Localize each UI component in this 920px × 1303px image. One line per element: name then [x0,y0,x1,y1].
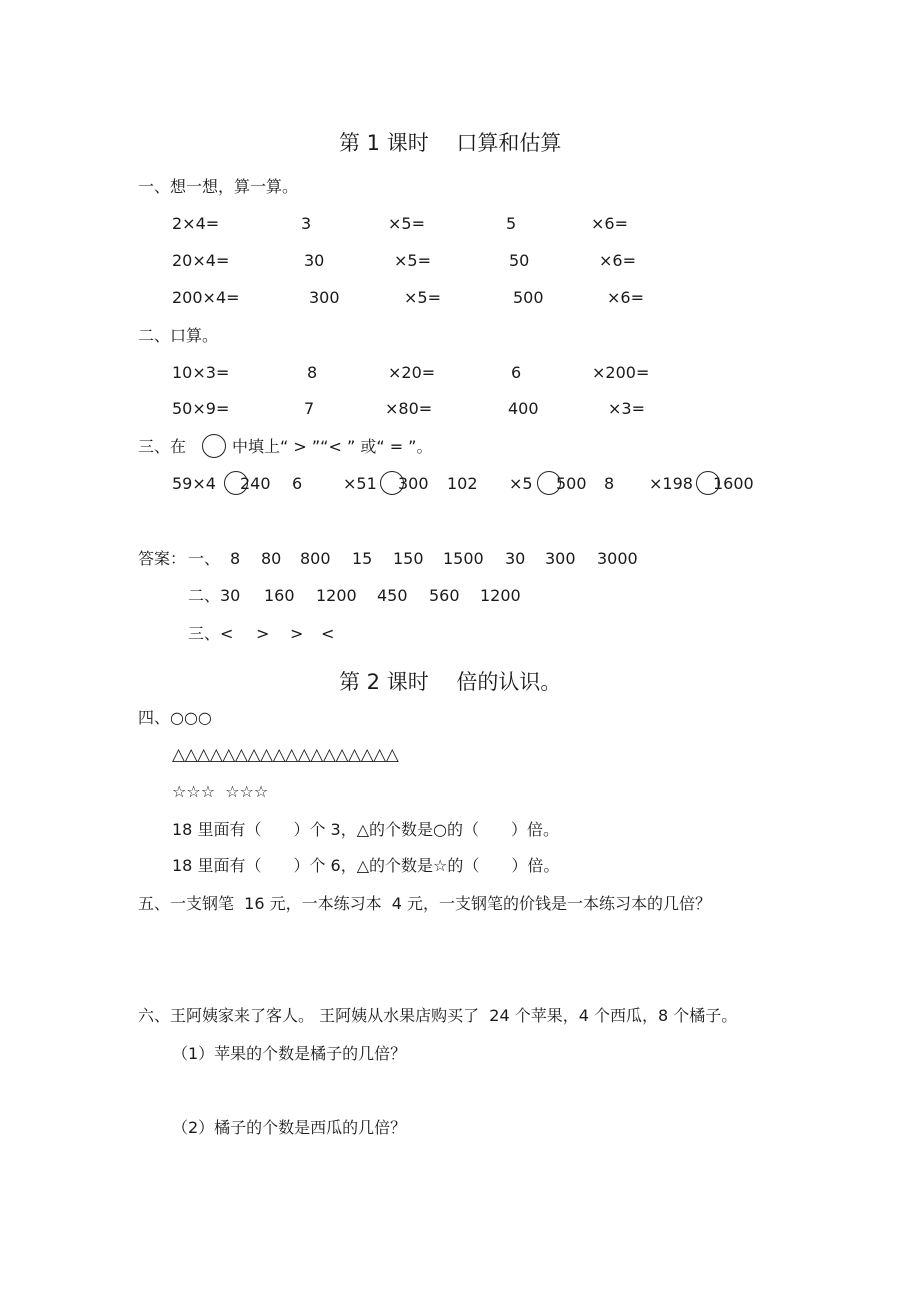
answers-l1-5: 150 [393,549,424,568]
answers-l1-0: 一、 [188,549,221,568]
q4-triangles: △△△△△△△△△△△△△△△△△△ [172,745,399,765]
q1-r3-a: 200×4= [172,288,240,307]
answers-l2-2: 1200 [316,586,357,605]
q4-stars: ☆☆☆ ☆☆☆ [172,782,269,801]
q1-r3-c: ×5= [404,288,441,307]
q4-line1: 18 里面有（ ）个 3，△的个数是○的（ ）倍。 [172,820,559,839]
q1-r3-b: 300 [309,288,340,307]
q2-r2-c: ×80= [385,399,433,418]
answers-l1-8: 300 [545,549,576,568]
q3-item-4-right: 1600 [713,474,754,493]
q2-r1-b: 8 [307,363,318,382]
q1-heading: 一、想一想，算一算。 [138,177,299,196]
lesson2-title: 第 2 课时 倍的认识。 [339,670,562,694]
answers-l2-1: 160 [264,586,295,605]
q1-r3-d: 500 [513,288,544,307]
q1-r1-c: ×5= [388,214,425,233]
answers-l2-3: 450 [377,586,408,605]
q4-line2: 18 里面有（ ）个 6，△的个数是☆的（ ）倍。 [172,856,560,875]
answers-l1-1: 8 [230,549,241,568]
q3-heading-post: 中填上“ > ”“< ” 或“ = ”。 [232,437,433,456]
answer-circle-icon [202,434,226,458]
answers-l2-5: 1200 [480,586,521,605]
q2-r2-a: 50×9= [172,399,230,418]
answers-l1-2: 80 [261,549,282,568]
q6-sub1: （1）苹果的个数是橘子的几倍？ [172,1044,407,1063]
q2-r2-d: 400 [508,399,539,418]
q1-r3-e: ×6= [607,288,644,307]
q3-item-4-left-b: ×198 [649,474,693,493]
answers-l3-2: > [290,624,304,643]
q3-heading-pre: 三、在 [138,437,187,456]
q2-r1-d: 6 [511,363,522,382]
q3-item-1-right: 240 [240,474,271,493]
q1-r1-e: ×6= [591,214,628,233]
q2-heading: 二、口算。 [138,326,219,345]
q1-r2-a: 20×4= [172,251,230,270]
q1-r1-d: 5 [506,214,517,233]
q1-r2-e: ×6= [599,251,636,270]
answers-l3-1: > [256,624,270,643]
answers-l2-0: 二、30 [188,586,241,605]
q1-r2-c: ×5= [394,251,431,270]
q1-r2-d: 50 [509,251,530,270]
q3-item-2-left-b: ×51 [343,474,377,493]
lesson1-title: 第 1 课时 口算和估算 [339,131,562,155]
q4-heading: 四、○○○ [138,708,212,727]
answers-l1-9: 3000 [597,549,638,568]
answers-l3-3: < [321,624,335,643]
q6-heading: 六、王阿姨家来了客人。 王阿姨从水果店购买了 24 个苹果，4 个西瓜，8 个橘子。 [138,1006,738,1025]
answers-l1-3: 800 [300,549,331,568]
q1-r2-b: 30 [304,251,325,270]
q5-text: 五、一支钢笔 16 元，一本练习本 4 元，一支钢笔的价钱是一本练习本的几倍？ [138,894,712,913]
q3-item-2-left-a: 6 [292,474,303,493]
answers-label: 答案： [138,549,187,568]
q2-r2-e: ×3= [608,399,645,418]
q2-r1-e: ×200= [592,363,650,382]
q3-item-3-right: 500 [556,474,587,493]
q6-sub2: （2）橘子的个数是西瓜的几倍？ [172,1118,407,1137]
q3-item-2-right: 300 [398,474,429,493]
q3-item-4-left-a: 8 [604,474,615,493]
answers-l1-7: 30 [505,549,526,568]
answers-l2-4: 560 [429,586,460,605]
answers-l1-6: 1500 [443,549,484,568]
q1-r1-a: 2×4= [172,214,220,233]
q3-item-1-left: 59×4 [172,474,216,493]
q2-r1-c: ×20= [388,363,436,382]
q2-r1-a: 10×3= [172,363,230,382]
q1-r1-b: 3 [301,214,312,233]
q3-item-3-left-b: ×5 [509,474,533,493]
answers-l3-0: 三、< [188,624,234,643]
q3-item-3-left-a: 102 [447,474,478,493]
q2-r2-b: 7 [304,399,315,418]
answers-l1-4: 15 [352,549,373,568]
